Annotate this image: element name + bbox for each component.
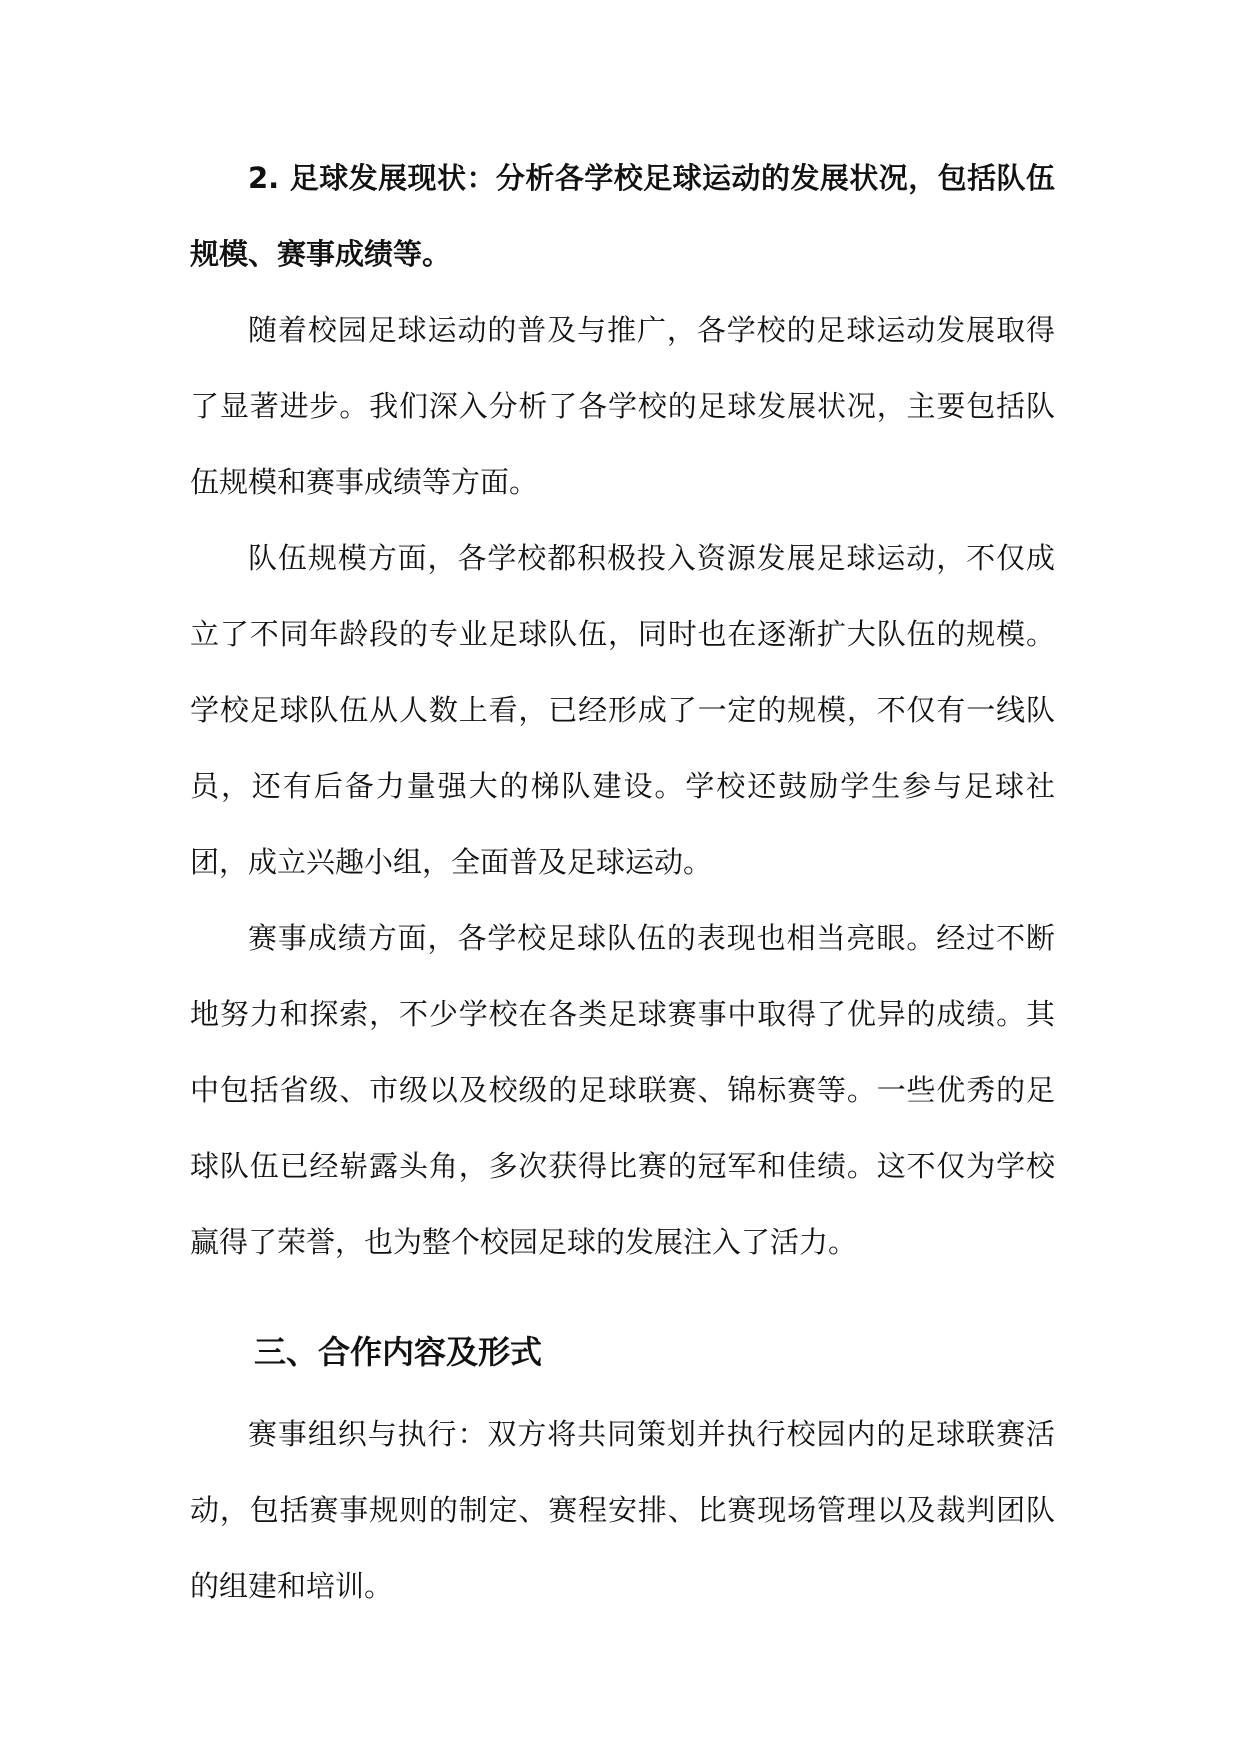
paragraph-competition-results: 赛事成绩方面，各学校足球队伍的表现也相当亮眼。经过不断地努力和探索，不少学校在各类足球赛事中取得了优异的成绩。其中包括省级、市级以及校级的足球联赛、锦标赛等。一些优秀的足球队伍已经崭露头角，多次获得比赛的冠军和佳绩。这不仅为学校赢得了荣誉，也为整个校园足球的发展注入了活力。 [190, 921, 1055, 1259]
section-title-cooperation: 三、合作内容及形式 [254, 1333, 543, 1371]
paragraph-overview: 随着校园足球运动的普及与推广，各学校的足球运动发展取得了显著进步。我们深入分析了各学校的足球发展状况，主要包括队伍规模和赛事成绩等方面。 [190, 313, 1055, 499]
subheading-football-status: 2. 足球发展现状：分析各学校足球运动的发展状况，包括队伍规模、赛事成绩等。 [190, 161, 1055, 271]
paragraph-team-size: 队伍规模方面，各学校都积极投入资源发展足球运动，不仅成立了不同年龄段的专业足球队伍，同时也在逐渐扩大队伍的规模。学校足球队伍从人数上看，已经形成了一定的规模，不仅有一线队员，还有后备力量强大的梯队建设。学校还鼓励学生参与足球社团，成立兴趣小组，全面普及足球运动。 [190, 541, 1055, 879]
document-body [190, 140, 1055, 1624]
paragraph-event-organization: 赛事组织与执行：双方将共同策划并执行校园内的足球联赛活动，包括赛事规则的制定、赛程安排、比赛现场管理以及裁判团队的组建和培训。 [190, 1417, 1055, 1603]
